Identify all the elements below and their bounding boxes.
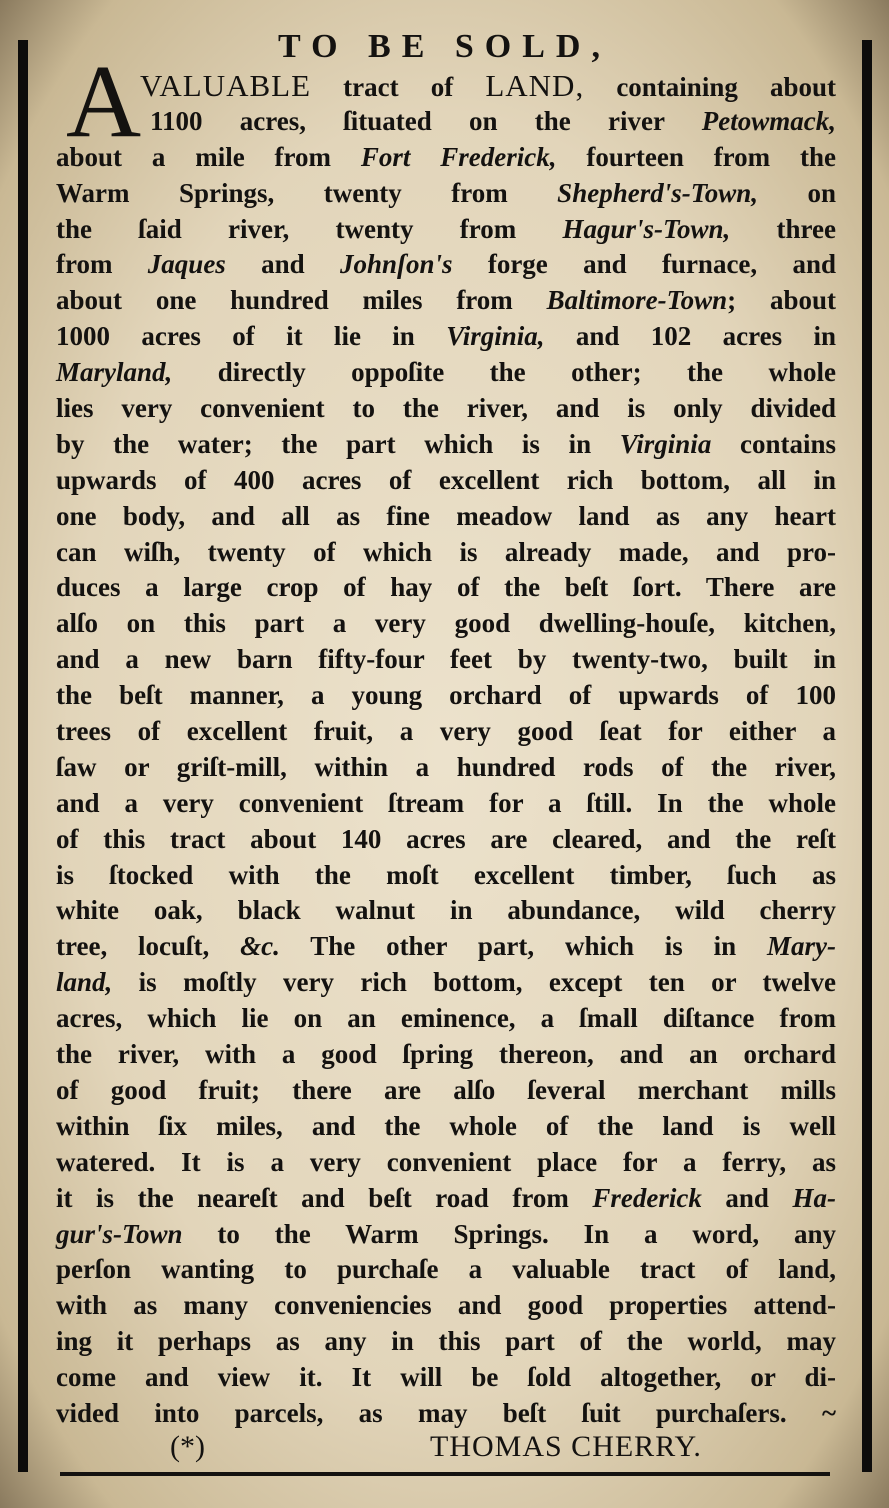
text-segment: the river, with a good ſpring thereon, and an orchard	[56, 1039, 836, 1070]
italic-text: Virginia,	[446, 321, 545, 352]
text-line	[56, 212, 836, 248]
text-segment: and	[225, 249, 340, 280]
italic-text: Frederick	[592, 1182, 702, 1213]
text-segment: VALUABLE	[140, 68, 312, 103]
text-segment: ing it perhaps as any in this part of the world, may	[56, 1326, 836, 1357]
italic-text: Hagur's-Town,	[562, 213, 731, 244]
italic-text: Virginia	[619, 428, 712, 459]
text-line	[56, 1217, 836, 1253]
signature-line	[60, 1430, 830, 1466]
text-segment: ; about	[727, 285, 836, 316]
advertisement-title: TO BE SOLD,	[278, 28, 611, 65]
text-segment: of good fruit; there are alſo ſeveral merchant mills	[56, 1074, 836, 1105]
text-line	[56, 750, 836, 786]
text-segment: 1100 acres, ſituated on the river	[150, 105, 702, 136]
text-line	[56, 247, 836, 283]
text-segment: is ſtocked with the moſt excellent timber, ſuch as	[56, 859, 836, 890]
text-segment: tract of	[311, 72, 486, 102]
text-line	[56, 965, 836, 1001]
text-segment: about a mile from	[56, 141, 361, 172]
text-segment: of this tract about 140 acres are cleared, and the reſt	[56, 823, 836, 854]
text-segment: it is the neareſt and beſt road from	[56, 1182, 593, 1213]
text-line	[56, 1396, 836, 1432]
text-line	[56, 283, 836, 319]
italic-text: land,	[56, 967, 113, 998]
text-segment: to the Warm Springs. In a word, any	[182, 1218, 836, 1249]
text-segment: directly oppoſite the other; the whole	[172, 357, 836, 388]
text-segment: LAND,	[485, 68, 585, 103]
text-segment: alſo on this part a very good dwelling-houſe, kitchen,	[56, 608, 836, 639]
text-segment: upwards of 400 acres of excellent rich bottom, all in	[56, 464, 836, 495]
text-line	[56, 535, 836, 571]
italic-text: Johnſon's	[339, 249, 453, 280]
text-line	[56, 606, 836, 642]
text-segment: containing about	[584, 72, 836, 102]
asterisk-mark: (*)	[170, 1430, 205, 1463]
text-line	[56, 1073, 836, 1109]
text-line	[56, 463, 836, 499]
text-segment: perſon wanting to purchaſe a valuable tract of land,	[56, 1254, 836, 1285]
italic-text: Jaques	[147, 249, 226, 280]
text-line	[56, 786, 836, 822]
text-line	[56, 929, 836, 965]
text-line	[56, 391, 836, 427]
text-segment: white oak, black walnut in abundance, wild cherry	[56, 895, 836, 926]
italic-text: Maryland,	[56, 357, 173, 388]
text-segment: and a new barn fifty-four feet by twenty-two, built in	[56, 644, 836, 675]
text-segment: by the water; the part which is in	[56, 428, 620, 459]
text-line	[56, 1288, 836, 1324]
text-line	[56, 1001, 836, 1037]
text-segment: lies very convenient to the river, and is only divided	[56, 393, 836, 424]
text-segment: tree, locuſt,	[56, 931, 241, 962]
text-segment: and	[701, 1182, 793, 1213]
text-line	[56, 1109, 836, 1145]
drop-cap: A	[66, 44, 142, 159]
text-line	[56, 499, 836, 535]
text-line	[56, 1037, 836, 1073]
italic-text: Shepherd's-Town,	[557, 177, 758, 208]
text-line	[56, 858, 836, 894]
signatory-name: THOMAS CHERRY.	[430, 1430, 702, 1463]
text-line	[56, 140, 836, 176]
text-segment: three	[730, 213, 836, 244]
text-line	[56, 570, 836, 606]
text-segment: one body, and all as fine meadow land as any heart	[56, 500, 836, 531]
text-segment: with as many conveniencies and good properties attend-	[56, 1290, 836, 1321]
text-segment: the ſaid river, twenty from	[56, 213, 563, 244]
text-segment: trees of excellent fruit, a very good ſeat for either a	[56, 716, 836, 747]
text-segment: come and view it. It will be ſold altogether, or di-	[56, 1362, 836, 1393]
italic-text: Petowmack,	[701, 105, 836, 136]
text-line	[56, 1145, 836, 1181]
text-line	[56, 355, 836, 391]
text-line	[56, 427, 836, 463]
text-segment: 1000 acres of it lie in	[56, 321, 447, 352]
text-segment: fourteen from the	[556, 141, 837, 172]
text-line	[56, 1252, 836, 1288]
right-border-bar	[862, 40, 872, 1472]
text-segment: ſaw or griſt-mill, within a hundred rods of the river,	[56, 751, 836, 782]
italic-text: Mary-	[767, 931, 837, 962]
text-segment: vided into parcels, as may beſt ſuit purchaſers. ~	[56, 1397, 836, 1428]
text-segment: on	[757, 177, 836, 208]
text-line	[140, 68, 836, 104]
text-line	[150, 104, 836, 140]
text-segment: contains	[711, 428, 836, 459]
text-line	[56, 176, 836, 212]
text-line	[56, 319, 836, 355]
text-line	[56, 678, 836, 714]
text-segment: about one hundred miles from	[56, 285, 547, 316]
text-segment: forge and furnace, and	[452, 249, 837, 280]
italic-text: Baltimore-Town	[546, 285, 728, 316]
advertisement-body	[56, 68, 836, 1432]
text-line	[56, 822, 836, 858]
text-segment: is moſtly very rich bottom, except ten or twelve	[112, 967, 836, 998]
text-segment: can wiſh, twenty of which is already made, and pro-	[56, 536, 836, 567]
text-segment: watered. It is a very convenient place for a ferry, as	[56, 1146, 836, 1177]
text-line	[56, 642, 836, 678]
text-segment: Warm Springs, twenty from	[56, 177, 558, 208]
left-border-bar	[18, 40, 28, 1472]
text-line	[56, 714, 836, 750]
text-segment: from	[56, 249, 148, 280]
italic-text: Fort Frederick,	[360, 141, 557, 172]
italic-text: gur's-Town	[56, 1218, 183, 1249]
text-segment: the beſt manner, a young orchard of upwards of 100	[56, 680, 836, 711]
italic-text: Ha-	[792, 1182, 836, 1213]
text-segment: acres, which lie on an eminence, a ſmall diſtance from	[56, 1003, 836, 1034]
text-segment: duces a large crop of hay of the beſt ſort. There are	[56, 572, 836, 603]
italic-text: &c.	[240, 931, 280, 962]
text-line	[56, 1181, 836, 1217]
text-line	[56, 1324, 836, 1360]
text-line	[56, 893, 836, 929]
text-line	[56, 1360, 836, 1396]
text-segment: within ſix miles, and the whole of the land is well	[56, 1110, 836, 1141]
text-segment: and a very convenient ſtream for a ſtill. In the whole	[56, 787, 836, 818]
text-segment: and 102 acres in	[544, 321, 836, 352]
text-segment: The other part, which is in	[279, 931, 768, 962]
bottom-rule	[60, 1472, 830, 1476]
